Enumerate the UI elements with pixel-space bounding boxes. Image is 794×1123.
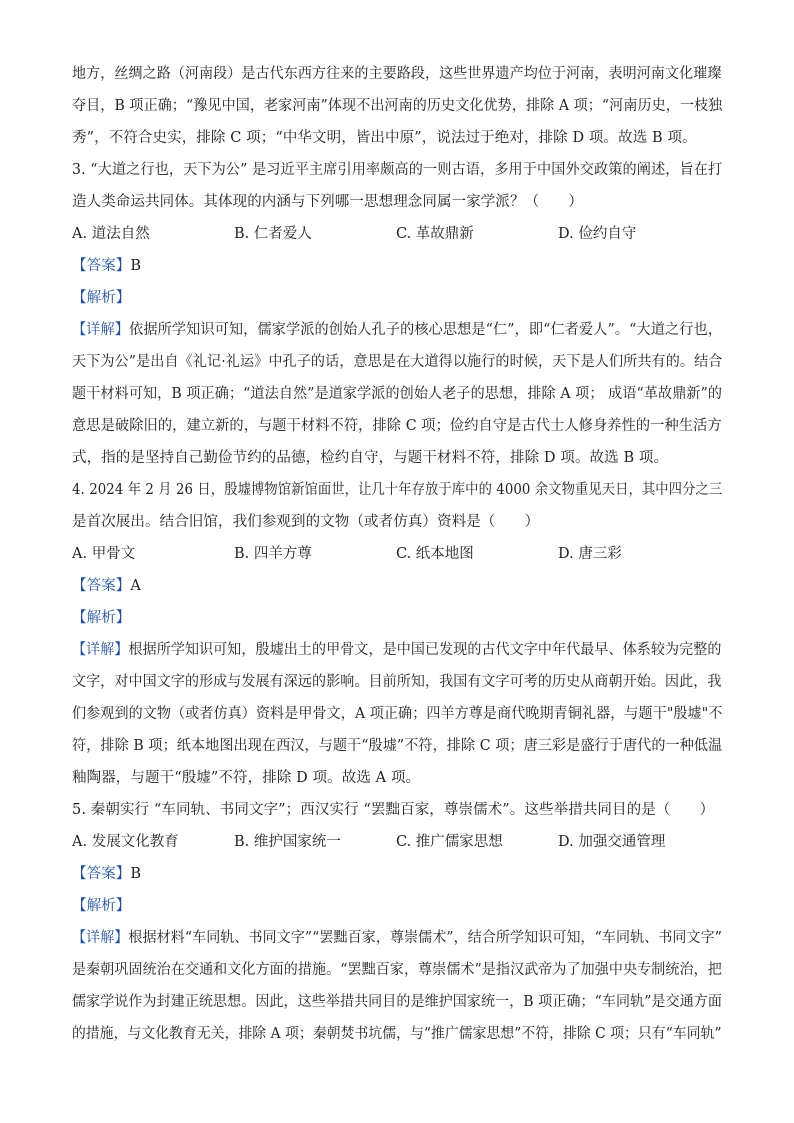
detail-line: 的措施，与文化教育无关，排除 A 项；秦朝焚书坑儒，与“推广儒家思想”不符，排除 C 项；只有“车同轨” [72, 1026, 722, 1042]
detail-line: 符，排除 B 项；纸本地图出现在西汉，与题干“殷墟”不符，排除 C 项；唐三彩是盛行于唐代的一种低温 [72, 738, 723, 754]
text-line: 地方，丝绸之路（河南段）是古代东西方往来的主要路段，这些世界遗产均位于河南，表明河南文化璀璨 [72, 66, 722, 82]
detail-tag: 【详解】 [72, 642, 129, 658]
question-3-option-a: A. 道法自然 [72, 226, 150, 242]
text-line: 秀”，不符合史实，排除 C 项；“中华文明，皆出中原”，说法过于绝对，排除 D 项。故选 B 项。 [72, 130, 697, 146]
analysis-tag: 【解析】 [72, 290, 131, 306]
analysis-tag: 【解析】 [72, 610, 131, 626]
answer-tag: 【答案】 [72, 258, 131, 274]
detail-line: 釉陶器，与题干“殷墟”不符，排除 D 项。故选 A 项。 [72, 770, 421, 786]
question-3-stem: 造人类命运共同体。其体现的内涵与下列哪一思想理念同属一家学派？（ ） [72, 194, 583, 210]
question-5-option-b: B. 维护国家统一 [234, 834, 341, 850]
answer-value: B [130, 866, 142, 882]
question-3-option-b: B. 仁者爱人 [234, 226, 312, 242]
detail-line: 们参观到的文物（或者仿真）资料是甲骨文，A 项正确；四羊方尊是商代晚期青铜礼器，与题干"殷墟"不 [72, 706, 723, 722]
question-4-option-d: D. 唐三彩 [558, 546, 622, 562]
answer-line [72, 256, 141, 276]
answer-value: B [130, 258, 142, 274]
detail-text: 依据所学知识可知，儒家学派的创始人孔子的核心思想是“仁”，即“仁者爱人”。“大道之行也， [129, 322, 723, 338]
question-3-stem: 3. “大道之行也，天下为公” 是习近平主席引用率颇高的一则古语，多用于中国外交政策的阐述，旨在打 [72, 162, 723, 178]
detail-line: 天下为公”是出自《礼记·礼运》中孔子的话，意思是在大道得以施行的时候，天下是人们所共有的。结合 [72, 354, 723, 370]
detail-line: 式，指的是坚持自己勤俭节约的品德，检约自守，与题干材料不符，排除 D 项。故选 B 项。 [72, 450, 669, 466]
detail-line [72, 320, 722, 340]
detail-line: 文字，对中国文字的形成与发展有深远的影响。目前所知，我国有文字可考的历史从商朝开始。因此，我 [72, 674, 722, 690]
answer-value: A [130, 578, 141, 594]
question-4-option-c: C. 纸本地图 [396, 546, 474, 562]
detail-line: 儒家学说作为封建正统思想。因此，这些举措共同目的是维护国家统一，B 项正确；“车同轨”是交通方面 [72, 994, 723, 1010]
question-4-stem: 4. 2024 年 2 月 26 日，殷墟博物馆新馆面世，让几十年存放于库中的 4000 余文物重见天日，其中四分之三 [72, 482, 723, 498]
detail-text: 根据材料“车同轨、书同文字”“罢黜百家，尊崇儒术”，结合所学知识可知，“车同轨、书同文字” [128, 930, 723, 946]
detail-line [72, 928, 722, 948]
question-5-stem: 5. 秦朝实行 “车同轨、书同文字”；西汉实行 “罢黜百家，尊崇儒术”。这些举措共同目的是（ ） [72, 802, 715, 818]
question-5-option-a: A. 发展文化教育 [72, 834, 179, 850]
question-3-option-c: C. 革故鼎新 [396, 226, 474, 242]
detail-line: 是秦朝巩固统治在交通和文化方面的措施。“罢黜百家，尊崇儒术”是指汉武帝为了加强中央专制统治，把 [72, 962, 722, 978]
detail-line: 题干材料可知，B 项正确；“道法自然”是道家学派的创始人老子的思想，排除 A 项； 成语“革故鼎新”的 [72, 386, 723, 402]
analysis-tag: 【解析】 [72, 898, 131, 914]
answer-tag: 【答案】 [72, 578, 131, 594]
answer-tag: 【答案】 [72, 866, 131, 882]
question-4-option-b: B. 四羊方尊 [234, 546, 312, 562]
detail-line: 意思是破除旧的，建立新的，与题干材料不符，排除 C 项；俭约自守是古代士人修身养性的一种生活方 [72, 418, 722, 434]
question-4-stem: 是首次展出。结合旧馆，我们参观到的文物（或者仿真）资料是（ ） [72, 514, 540, 530]
answer-line [72, 864, 141, 884]
question-5-option-d: D. 加强交通管理 [558, 834, 666, 850]
detail-text: 根据所学知识可知，殷墟出土的甲骨文，是中国已发现的古代文字中年代最早、体系较为完整的 [128, 642, 722, 658]
question-3-option-d: D. 俭约自守 [558, 226, 637, 242]
text-line: 夺目，B 项正确；“豫见中国，老家河南”体现不出河南的历史文化优势，排除 A 项；“河南历史，一枝独 [72, 98, 723, 114]
detail-tag: 【详解】 [72, 322, 130, 338]
detail-line [72, 640, 721, 660]
answer-line [72, 576, 141, 596]
question-5-option-c: C. 推广儒家思想 [396, 834, 503, 850]
question-4-option-a: A. 甲骨文 [72, 546, 136, 562]
detail-tag: 【详解】 [72, 930, 129, 946]
